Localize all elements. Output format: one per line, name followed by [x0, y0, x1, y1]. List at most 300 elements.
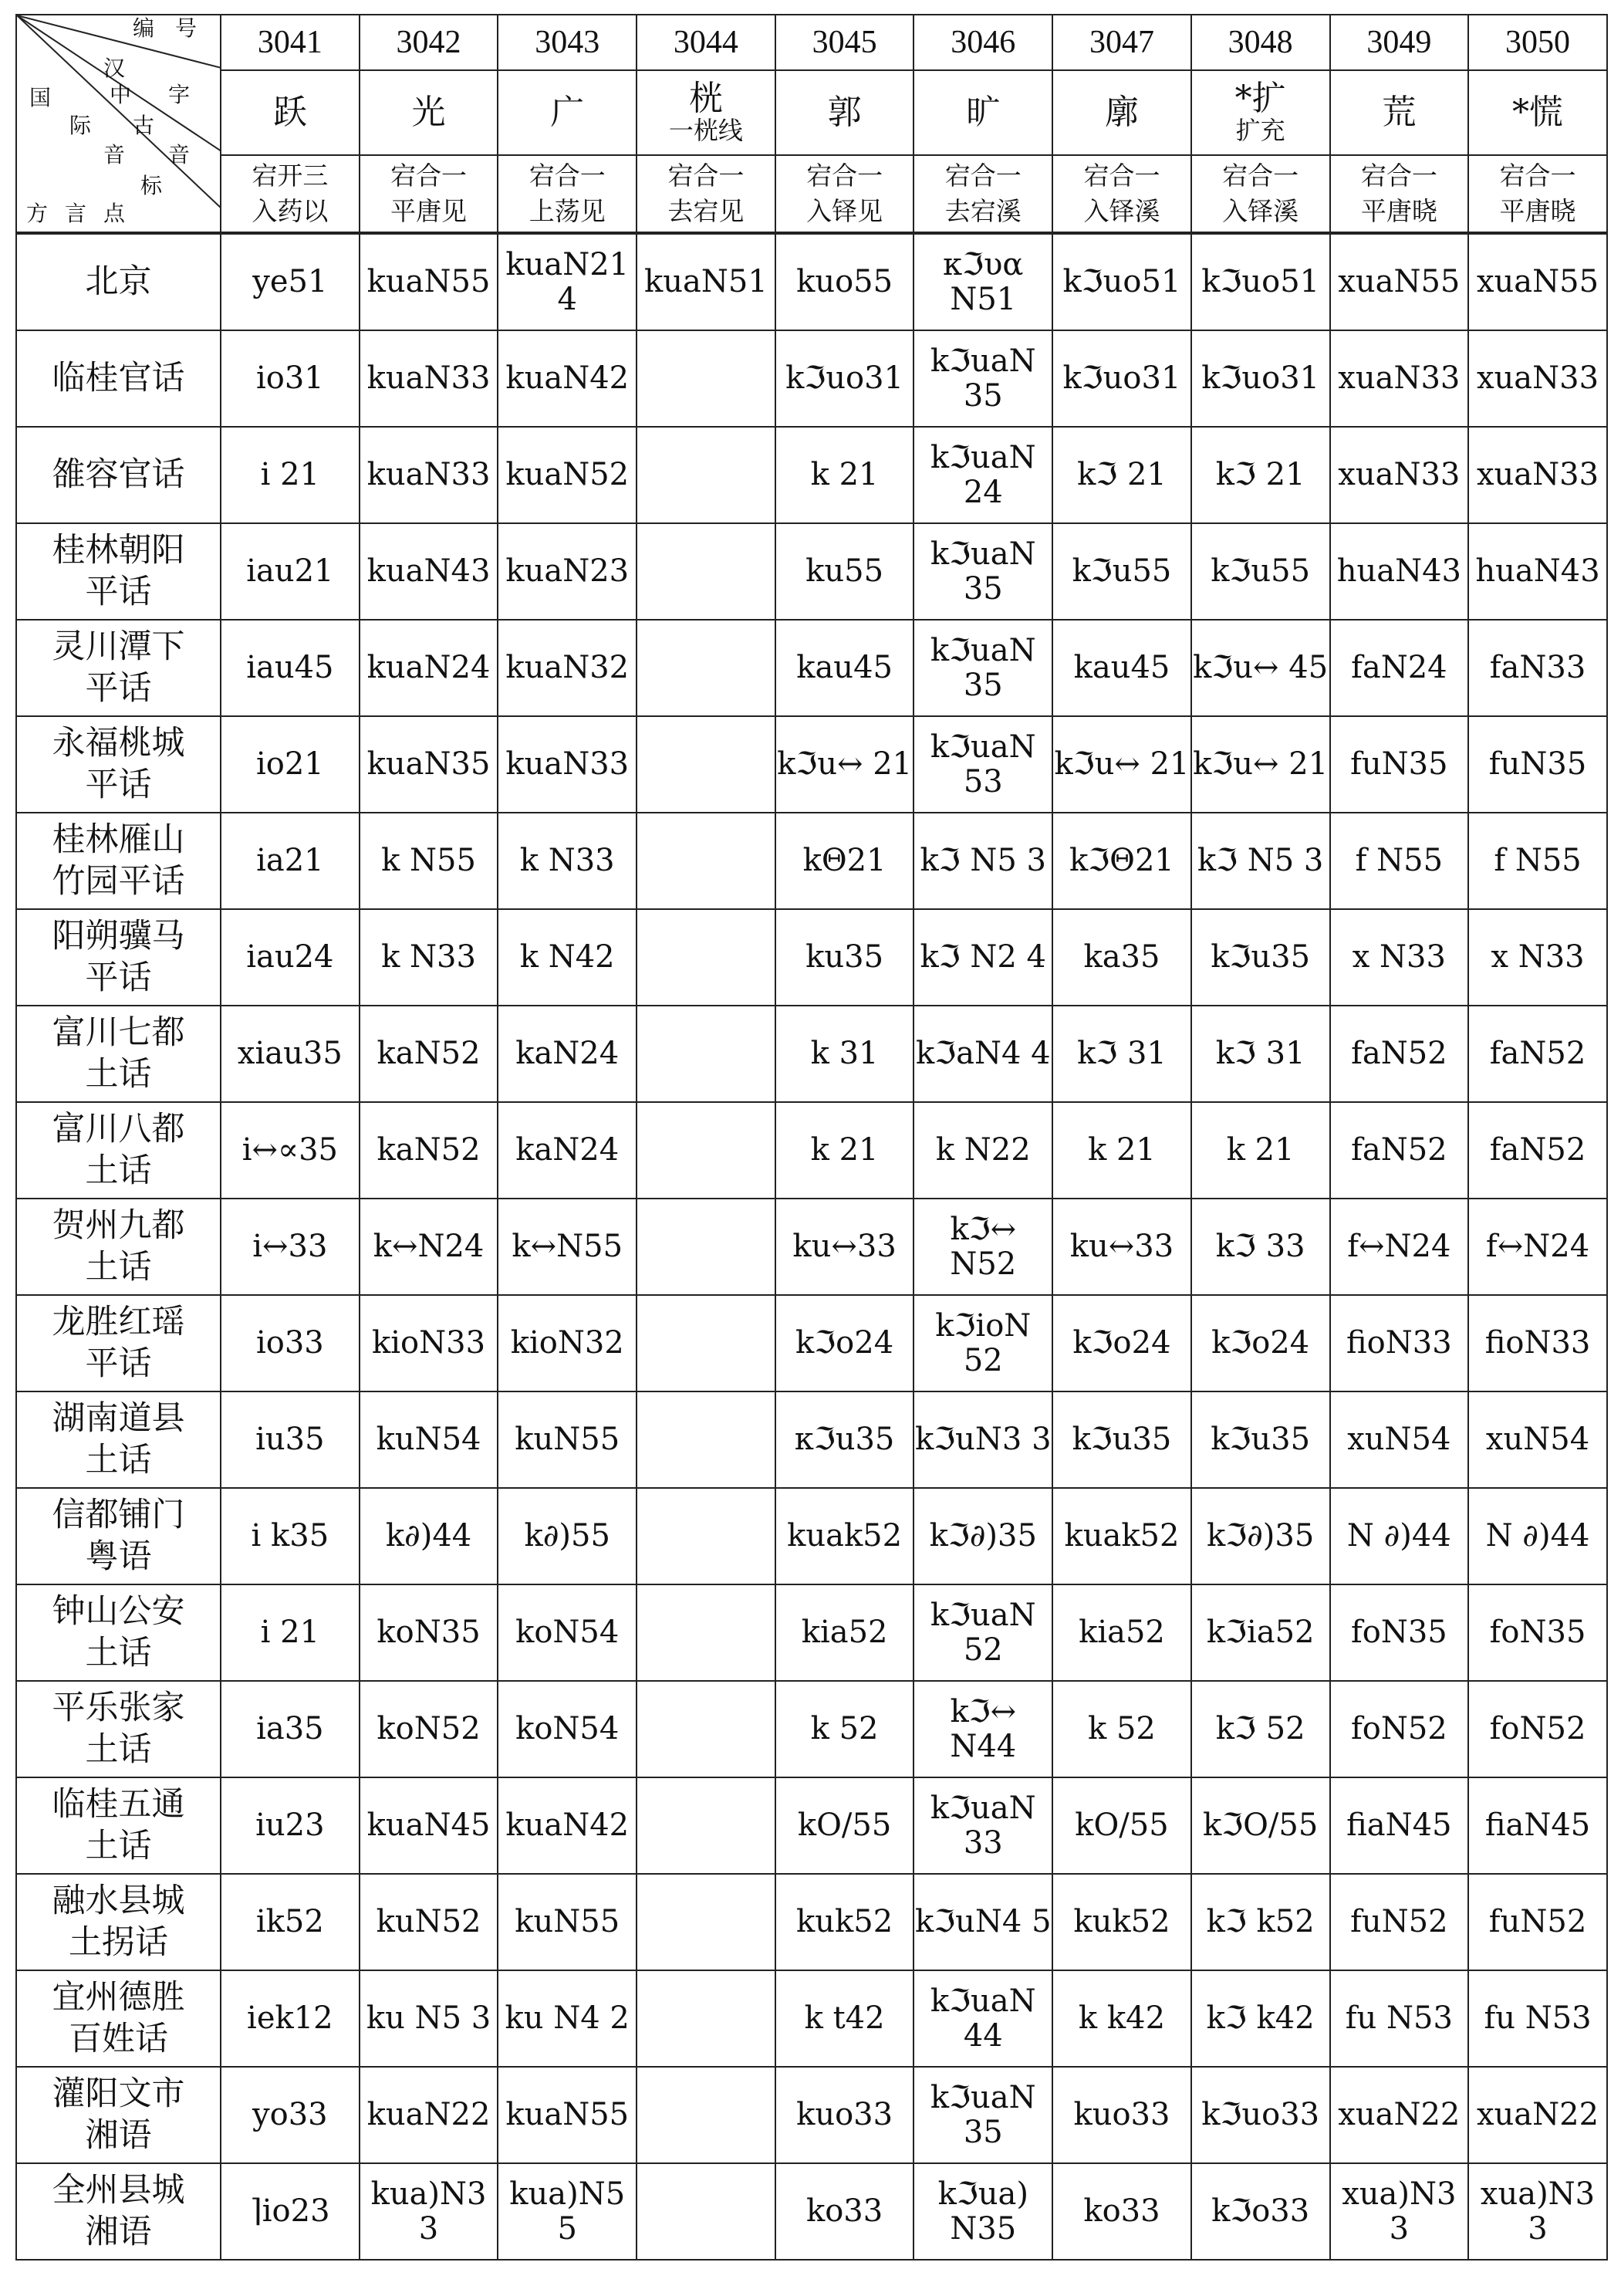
pronunciation-cell	[637, 330, 775, 427]
pronunciation-cell: kaN24	[498, 1006, 637, 1102]
pronunciation-cell: huaN43	[1468, 523, 1607, 620]
dialect-place-cell	[16, 1295, 221, 1391]
pronunciation-cell: k N22	[914, 1102, 1052, 1199]
pronunciation-cell: kℑ k52	[1191, 1874, 1330, 1970]
pronunciation-cell: k↔N24	[360, 1199, 498, 1295]
dialect-place-line: 全州县城	[52, 2170, 185, 2210]
dialect-place-line: 桂林朝阳	[52, 530, 185, 570]
pronunciation-cell: xua)N3 3	[1330, 2163, 1469, 2260]
table-row	[16, 1970, 1607, 2067]
pronunciation-cell: kℑuo33	[1191, 2067, 1330, 2163]
character-glyph: 桄	[688, 79, 723, 119]
dialect-place-cell	[16, 523, 221, 620]
dialect-place-line: 阳朔骥马	[52, 916, 185, 955]
pronunciation-cell	[637, 1584, 775, 1681]
character-number-cell: 3045	[775, 15, 914, 70]
dialect-place-cell	[16, 716, 221, 813]
pronunciation-cell: ye51	[221, 233, 360, 330]
character-cell	[498, 70, 637, 155]
pronunciation-cell: ⌉io23	[221, 2163, 360, 2260]
character-cell	[221, 70, 360, 155]
pronunciation-cell: kuaN33	[360, 427, 498, 523]
pronunciation-cell: kℑo33	[1191, 2163, 1330, 2260]
dialect-place-cell	[16, 620, 221, 716]
pronunciation-cell: faN52	[1468, 1006, 1607, 1102]
pronunciation-cell: kuaN33	[360, 330, 498, 427]
middle-chinese-line: 去宕见	[667, 196, 745, 226]
character-gloss: 扩充	[1235, 116, 1285, 146]
pronunciation-cell: kℑu↔ 21	[775, 716, 914, 813]
dialect-place-line: 灵川潭下	[52, 627, 185, 666]
dialect-place-line: 平话	[85, 1344, 152, 1383]
pronunciation-cell	[637, 1874, 775, 1970]
pronunciation-cell: i↔∝35	[221, 1102, 360, 1199]
pronunciation-cell: κℑu35	[775, 1391, 914, 1488]
character-glyph: 广	[550, 92, 585, 132]
header-middle-chinese-row	[16, 155, 1607, 233]
middle-chinese-line: 去宕溪	[944, 196, 1022, 226]
pronunciation-cell	[637, 909, 775, 1006]
table-row	[16, 1295, 1607, 1391]
pronunciation-cell: k N42	[498, 909, 637, 1006]
dialect-place-cell	[16, 2163, 221, 2260]
pronunciation-cell: kℑ∂)35	[1191, 1488, 1330, 1584]
pronunciation-cell: k k42	[1052, 1970, 1191, 2067]
dialect-place-cell: 雒容官话	[16, 427, 221, 523]
pronunciation-cell: ku55	[775, 523, 914, 620]
pronunciation-cell: faN52	[1330, 1006, 1469, 1102]
pronunciation-cell: foN35	[1468, 1584, 1607, 1681]
pronunciation-cell: ku N4 2	[498, 1970, 637, 2067]
pronunciation-cell: ku N5 3	[360, 1970, 498, 2067]
pronunciation-cell: kuk52	[1052, 1874, 1191, 1970]
pronunciation-cell: fuN52	[1330, 1874, 1469, 1970]
pronunciation-cell: kau45	[1052, 620, 1191, 716]
character-number-cell: 3048	[1191, 15, 1330, 70]
pronunciation-cell: kℑ N5 3	[914, 813, 1052, 909]
pronunciation-cell: kℑuaN 24	[914, 427, 1052, 523]
middle-chinese-cell	[1330, 155, 1469, 233]
pronunciation-cell: kℑ 31	[1052, 1006, 1191, 1102]
pronunciation-cell: kℑuo51	[1191, 233, 1330, 330]
dialect-place-line: 平话	[85, 572, 152, 611]
dialect-place-line: 土话	[85, 1151, 152, 1190]
pronunciation-cell: kuk52	[775, 1874, 914, 1970]
middle-chinese-cell	[1468, 155, 1607, 233]
character-number-cell: 3050	[1468, 15, 1607, 70]
pronunciation-cell: kau45	[775, 620, 914, 716]
pronunciation-cell: ku↔33	[1052, 1199, 1191, 1295]
dialect-place-line: 钟山公安	[52, 1591, 185, 1631]
pronunciation-cell: kℑaN4 4	[914, 1006, 1052, 1102]
pronunciation-cell: kuak52	[775, 1488, 914, 1584]
pronunciation-cell: kaN52	[360, 1006, 498, 1102]
pronunciation-cell: foN35	[1330, 1584, 1469, 1681]
pronunciation-cell: k 21	[775, 427, 914, 523]
pronunciation-cell: kℑΘ21	[1052, 813, 1191, 909]
table-row	[16, 1199, 1607, 1295]
pronunciation-cell: xua)N3 3	[1468, 2163, 1607, 2260]
dialect-place-cell	[16, 1874, 221, 1970]
pronunciation-cell	[637, 1970, 775, 2067]
middle-chinese-cell	[914, 155, 1052, 233]
pronunciation-cell: xuaN22	[1468, 2067, 1607, 2163]
pronunciation-cell: kia52	[1052, 1584, 1191, 1681]
pronunciation-cell: iau21	[221, 523, 360, 620]
dialect-place-line: 临桂五通	[52, 1784, 185, 1824]
pronunciation-cell: kℑuN3 3	[914, 1391, 1052, 1488]
pronunciation-cell: xuaN33	[1468, 330, 1607, 427]
middle-chinese-line: 宕合一	[1222, 160, 1299, 191]
pronunciation-cell	[637, 813, 775, 909]
middle-chinese-cell	[1191, 155, 1330, 233]
pronunciation-cell: faN52	[1330, 1102, 1469, 1199]
pronunciation-cell: x N33	[1468, 909, 1607, 1006]
pronunciation-cell: fiaN45	[1330, 1777, 1469, 1874]
pronunciation-cell: kℑ∂)35	[914, 1488, 1052, 1584]
table-row	[16, 909, 1607, 1006]
middle-chinese-cell	[498, 155, 637, 233]
pronunciation-cell: kℑuaN 35	[914, 523, 1052, 620]
pronunciation-cell: kℑuaN 35	[914, 2067, 1052, 2163]
middle-chinese-cell	[775, 155, 914, 233]
pronunciation-cell: i k35	[221, 1488, 360, 1584]
pronunciation-cell: i 21	[221, 427, 360, 523]
dialect-place-line: 信都铺门	[52, 1495, 185, 1534]
pronunciation-cell	[637, 1681, 775, 1777]
pronunciation-cell: kua)N5 5	[498, 2163, 637, 2260]
character-glyph: 跃	[272, 92, 307, 132]
pronunciation-cell: kℑuaN 35	[914, 330, 1052, 427]
pronunciation-cell: kuaN52	[498, 427, 637, 523]
dialect-place-line: 土话	[85, 1054, 152, 1094]
corner-label: 号	[175, 17, 198, 41]
pronunciation-cell: k∂)55	[498, 1488, 637, 1584]
table-row	[16, 716, 1607, 813]
pronunciation-cell: kℑia52	[1191, 1584, 1330, 1681]
pronunciation-cell: kuaN51	[637, 233, 775, 330]
pronunciation-cell: kℑ↔ N52	[914, 1199, 1052, 1295]
pronunciation-cell: kℑu↔ 21	[1191, 716, 1330, 813]
dialect-place-line: 土拐话	[69, 1922, 168, 1962]
table-row	[16, 1488, 1607, 1584]
pronunciation-cell: kℑ↔ N44	[914, 1681, 1052, 1777]
dialect-place-cell	[16, 1199, 221, 1295]
pronunciation-cell: iek12	[221, 1970, 360, 2067]
dialect-place-line: 富川八都	[52, 1109, 185, 1148]
middle-chinese-line: 宕合一	[667, 160, 745, 191]
dialect-place-line: 湘语	[85, 2212, 152, 2251]
character-number-cell: 3042	[360, 15, 498, 70]
character-glyph: 廓	[1104, 92, 1139, 132]
pronunciation-cell: kℑu35	[1191, 1391, 1330, 1488]
dialect-place-line: 贺州九都	[52, 1205, 185, 1245]
middle-chinese-cell	[1052, 155, 1191, 233]
dialect-place-line: 平话	[85, 668, 152, 708]
pronunciation-cell: ku35	[775, 909, 914, 1006]
pronunciation-cell: kuaN24	[360, 620, 498, 716]
pronunciation-cell	[637, 716, 775, 813]
middle-chinese-line: 宕合一	[1360, 160, 1437, 191]
pronunciation-cell: kua)N3 3	[360, 2163, 498, 2260]
character-glyph: 荒	[1382, 92, 1417, 132]
pronunciation-cell: kuaN32	[498, 620, 637, 716]
character-cell	[1468, 70, 1607, 155]
dialect-place-cell	[16, 1681, 221, 1777]
dialect-place-line: 宜州德胜	[52, 1977, 185, 2017]
pronunciation-cell: koN35	[360, 1584, 498, 1681]
character-glyph: *慌	[1512, 92, 1564, 132]
pronunciation-cell	[637, 1488, 775, 1584]
corner-label: 音	[103, 144, 126, 167]
pronunciation-cell: xuaN33	[1330, 330, 1469, 427]
pronunciation-cell: kioN33	[360, 1295, 498, 1391]
dialect-place-cell	[16, 1391, 221, 1488]
pronunciation-cell: fu N53	[1468, 1970, 1607, 2067]
pronunciation-cell: kioN32	[498, 1295, 637, 1391]
middle-chinese-line: 宕合一	[806, 160, 883, 191]
pronunciation-cell: k N55	[360, 813, 498, 909]
pronunciation-cell: koN54	[498, 1681, 637, 1777]
pronunciation-cell: fuN35	[1330, 716, 1469, 813]
character-number-cell: 3047	[1052, 15, 1191, 70]
dialect-place-line: 平乐张家	[52, 1688, 185, 1727]
middle-chinese-cell	[360, 155, 498, 233]
pronunciation-cell	[637, 1391, 775, 1488]
character-cell	[914, 70, 1052, 155]
dialect-place-cell: 临桂官话	[16, 330, 221, 427]
pronunciation-cell: xuaN55	[1468, 233, 1607, 330]
dialect-place-cell	[16, 909, 221, 1006]
character-cell	[637, 70, 775, 155]
pronunciation-cell: k∂)44	[360, 1488, 498, 1584]
character-cell	[1191, 70, 1330, 155]
pronunciation-cell: kℑu↔ 45	[1191, 620, 1330, 716]
pronunciation-cell: kℑ 21	[1191, 427, 1330, 523]
corner-label: 汉	[103, 57, 126, 81]
pronunciation-cell: kuaN35	[360, 716, 498, 813]
pronunciation-cell: kℑ k42	[1191, 1970, 1330, 2067]
pronunciation-cell: ko33	[775, 2163, 914, 2260]
pronunciation-cell: kℑuN4 5	[914, 1874, 1052, 1970]
character-number-cell: 3046	[914, 15, 1052, 70]
pronunciation-cell: kℑioN 52	[914, 1295, 1052, 1391]
pronunciation-cell: xuN54	[1468, 1391, 1607, 1488]
dialect-place-line: 永福桃城	[52, 723, 185, 763]
pronunciation-cell	[637, 523, 775, 620]
pronunciation-cell: koN54	[498, 1584, 637, 1681]
pronunciation-cell: kℑuaN 35	[914, 620, 1052, 716]
pronunciation-cell: kuak52	[1052, 1488, 1191, 1584]
pronunciation-cell: ik52	[221, 1874, 360, 1970]
pronunciation-cell: xiau35	[221, 1006, 360, 1102]
pronunciation-cell: k 31	[775, 1006, 914, 1102]
pronunciation-cell: kia52	[775, 1584, 914, 1681]
pronunciation-cell: xuN54	[1330, 1391, 1469, 1488]
dialect-place-line: 龙胜红瑶	[52, 1302, 185, 1341]
pronunciation-cell: kΘ21	[775, 813, 914, 909]
middle-chinese-line: 宕合一	[529, 160, 606, 191]
pronunciation-cell: kaN24	[498, 1102, 637, 1199]
pronunciation-cell: kℑuaN 53	[914, 716, 1052, 813]
character-cell	[1052, 70, 1191, 155]
pronunciation-cell: faN52	[1468, 1102, 1607, 1199]
pronunciation-cell: ka35	[1052, 909, 1191, 1006]
pronunciation-cell: kuaN21 4	[498, 233, 637, 330]
middle-chinese-line: 宕合一	[944, 160, 1022, 191]
pronunciation-cell: yo33	[221, 2067, 360, 2163]
middle-chinese-line: 宕合一	[1083, 160, 1160, 191]
pronunciation-cell: iu23	[221, 1777, 360, 1874]
table-row	[16, 1102, 1607, 1199]
pronunciation-cell: kℑu55	[1191, 523, 1330, 620]
pronunciation-cell: k N33	[360, 909, 498, 1006]
pronunciation-cell: kℑuaN 44	[914, 1970, 1052, 2067]
dialect-place-cell	[16, 1488, 221, 1584]
table-row	[16, 813, 1607, 909]
pronunciation-cell: iu35	[221, 1391, 360, 1488]
dialect-place-line: 百姓话	[69, 2019, 168, 2058]
pronunciation-cell: f N55	[1330, 813, 1469, 909]
pronunciation-cell: kuN55	[498, 1874, 637, 1970]
table-row	[16, 1391, 1607, 1488]
pronunciation-cell: k 21	[1191, 1102, 1330, 1199]
dialect-place-cell	[16, 1777, 221, 1874]
dialect-phonology-table	[15, 14, 1608, 2260]
pronunciation-cell: foN52	[1330, 1681, 1469, 1777]
pronunciation-cell: kℑo24	[775, 1295, 914, 1391]
pronunciation-cell: kuaN42	[498, 330, 637, 427]
corner-label: 方	[26, 202, 49, 226]
pronunciation-cell: i↔33	[221, 1199, 360, 1295]
character-cell	[1330, 70, 1469, 155]
dialect-place-line: 灌阳文市	[52, 2074, 185, 2113]
pronunciation-cell: kuaN55	[360, 233, 498, 330]
pronunciation-cell: kuN52	[360, 1874, 498, 1970]
pronunciation-cell: xuaN33	[1330, 427, 1469, 523]
pronunciation-cell: kℑ 21	[1052, 427, 1191, 523]
character-glyph: *扩	[1234, 79, 1286, 119]
table-row	[16, 1584, 1607, 1681]
dialect-place-line: 湘语	[85, 2115, 152, 2155]
pronunciation-cell: kuaN45	[360, 1777, 498, 1874]
table-row	[16, 2163, 1607, 2260]
pronunciation-cell: kuaN33	[498, 716, 637, 813]
pronunciation-cell	[637, 1102, 775, 1199]
middle-chinese-line: 上荡见	[529, 196, 606, 226]
table-row	[16, 233, 1607, 330]
table-row	[16, 1006, 1607, 1102]
dialect-place-cell	[16, 1584, 221, 1681]
pronunciation-cell: io21	[221, 716, 360, 813]
pronunciation-cell: ia21	[221, 813, 360, 909]
corner-label: 字	[168, 83, 191, 107]
pronunciation-cell	[637, 1006, 775, 1102]
corner-diagonal-lines	[17, 15, 221, 228]
dialect-place-cell	[16, 813, 221, 909]
dialect-place-line: 土话	[85, 1730, 152, 1769]
dialect-place-line: 平话	[85, 765, 152, 804]
dialect-place-line: 融水县城	[52, 1881, 185, 1920]
dialect-place-line: 平话	[85, 958, 152, 997]
pronunciation-cell: fioN33	[1330, 1295, 1469, 1391]
pronunciation-cell: k 21	[1052, 1102, 1191, 1199]
dialect-place-cell	[16, 2067, 221, 2163]
pronunciation-cell	[637, 1199, 775, 1295]
pronunciation-cell: kuaN22	[360, 2067, 498, 2163]
dialect-place-line: 土话	[85, 1633, 152, 1672]
character-cell	[360, 70, 498, 155]
character-cell	[775, 70, 914, 155]
table-row	[16, 620, 1607, 716]
pronunciation-cell: fu N53	[1330, 1970, 1469, 2067]
character-gloss: 一桄线	[668, 116, 743, 146]
pronunciation-cell: kℑ N2 4	[914, 909, 1052, 1006]
pronunciation-cell: ko33	[1052, 2163, 1191, 2260]
corner-label: 标	[140, 174, 163, 198]
pronunciation-cell: xuaN33	[1468, 427, 1607, 523]
middle-chinese-cell	[221, 155, 360, 233]
pronunciation-cell: iau45	[221, 620, 360, 716]
pronunciation-cell: kuo33	[775, 2067, 914, 2163]
dialect-place-line: 土话	[85, 1247, 152, 1287]
pronunciation-cell: kℑu↔ 21	[1052, 716, 1191, 813]
pronunciation-cell	[637, 1295, 775, 1391]
pronunciation-cell: kO/55	[1052, 1777, 1191, 1874]
middle-chinese-line: 平唐晓	[1360, 196, 1437, 226]
middle-chinese-line: 宕合一	[1499, 160, 1576, 191]
pronunciation-cell: kℑ 52	[1191, 1681, 1330, 1777]
dialect-place-line: 湖南道县	[52, 1398, 185, 1438]
corner-label: 古	[133, 114, 155, 138]
pronunciation-cell: kuaN55	[498, 2067, 637, 2163]
pronunciation-cell: f↔N24	[1330, 1199, 1469, 1295]
pronunciation-cell	[637, 1777, 775, 1874]
table-row	[16, 1681, 1607, 1777]
pronunciation-cell: kℑuo31	[1052, 330, 1191, 427]
pronunciation-cell: N ∂)44	[1468, 1488, 1607, 1584]
pronunciation-cell: kℑuaN 33	[914, 1777, 1052, 1874]
character-number-cell: 3041	[221, 15, 360, 70]
corner-label: 言	[65, 202, 87, 226]
character-number-cell: 3049	[1330, 15, 1469, 70]
pronunciation-cell	[637, 427, 775, 523]
table-row	[16, 1874, 1607, 1970]
pronunciation-cell: k t42	[775, 1970, 914, 2067]
dialect-place-cell: 北京	[16, 233, 221, 330]
pronunciation-cell: xuaN55	[1330, 233, 1469, 330]
dialect-place-line: 富川七都	[52, 1013, 185, 1052]
character-number-cell: 3044	[637, 15, 775, 70]
pronunciation-cell: kO/55	[775, 1777, 914, 1874]
pronunciation-cell: kℑo24	[1191, 1295, 1330, 1391]
pronunciation-cell: iau24	[221, 909, 360, 1006]
corner-label: 点	[103, 202, 126, 226]
middle-chinese-line: 宕开三	[252, 160, 329, 191]
table-row	[16, 427, 1607, 523]
corner-label: 中	[110, 83, 132, 107]
dialect-place-cell	[16, 1006, 221, 1102]
pronunciation-cell: io31	[221, 330, 360, 427]
middle-chinese-line: 入铎溪	[1083, 196, 1160, 226]
pronunciation-cell: kℑuo31	[1191, 330, 1330, 427]
dialect-place-cell	[16, 1970, 221, 2067]
middle-chinese-cell	[637, 155, 775, 233]
pronunciation-cell: kuaN42	[498, 1777, 637, 1874]
pronunciation-cell: κℑυα N51	[914, 233, 1052, 330]
character-glyph: 光	[411, 92, 446, 132]
dialect-place-line: 桂林雁山	[52, 820, 185, 859]
